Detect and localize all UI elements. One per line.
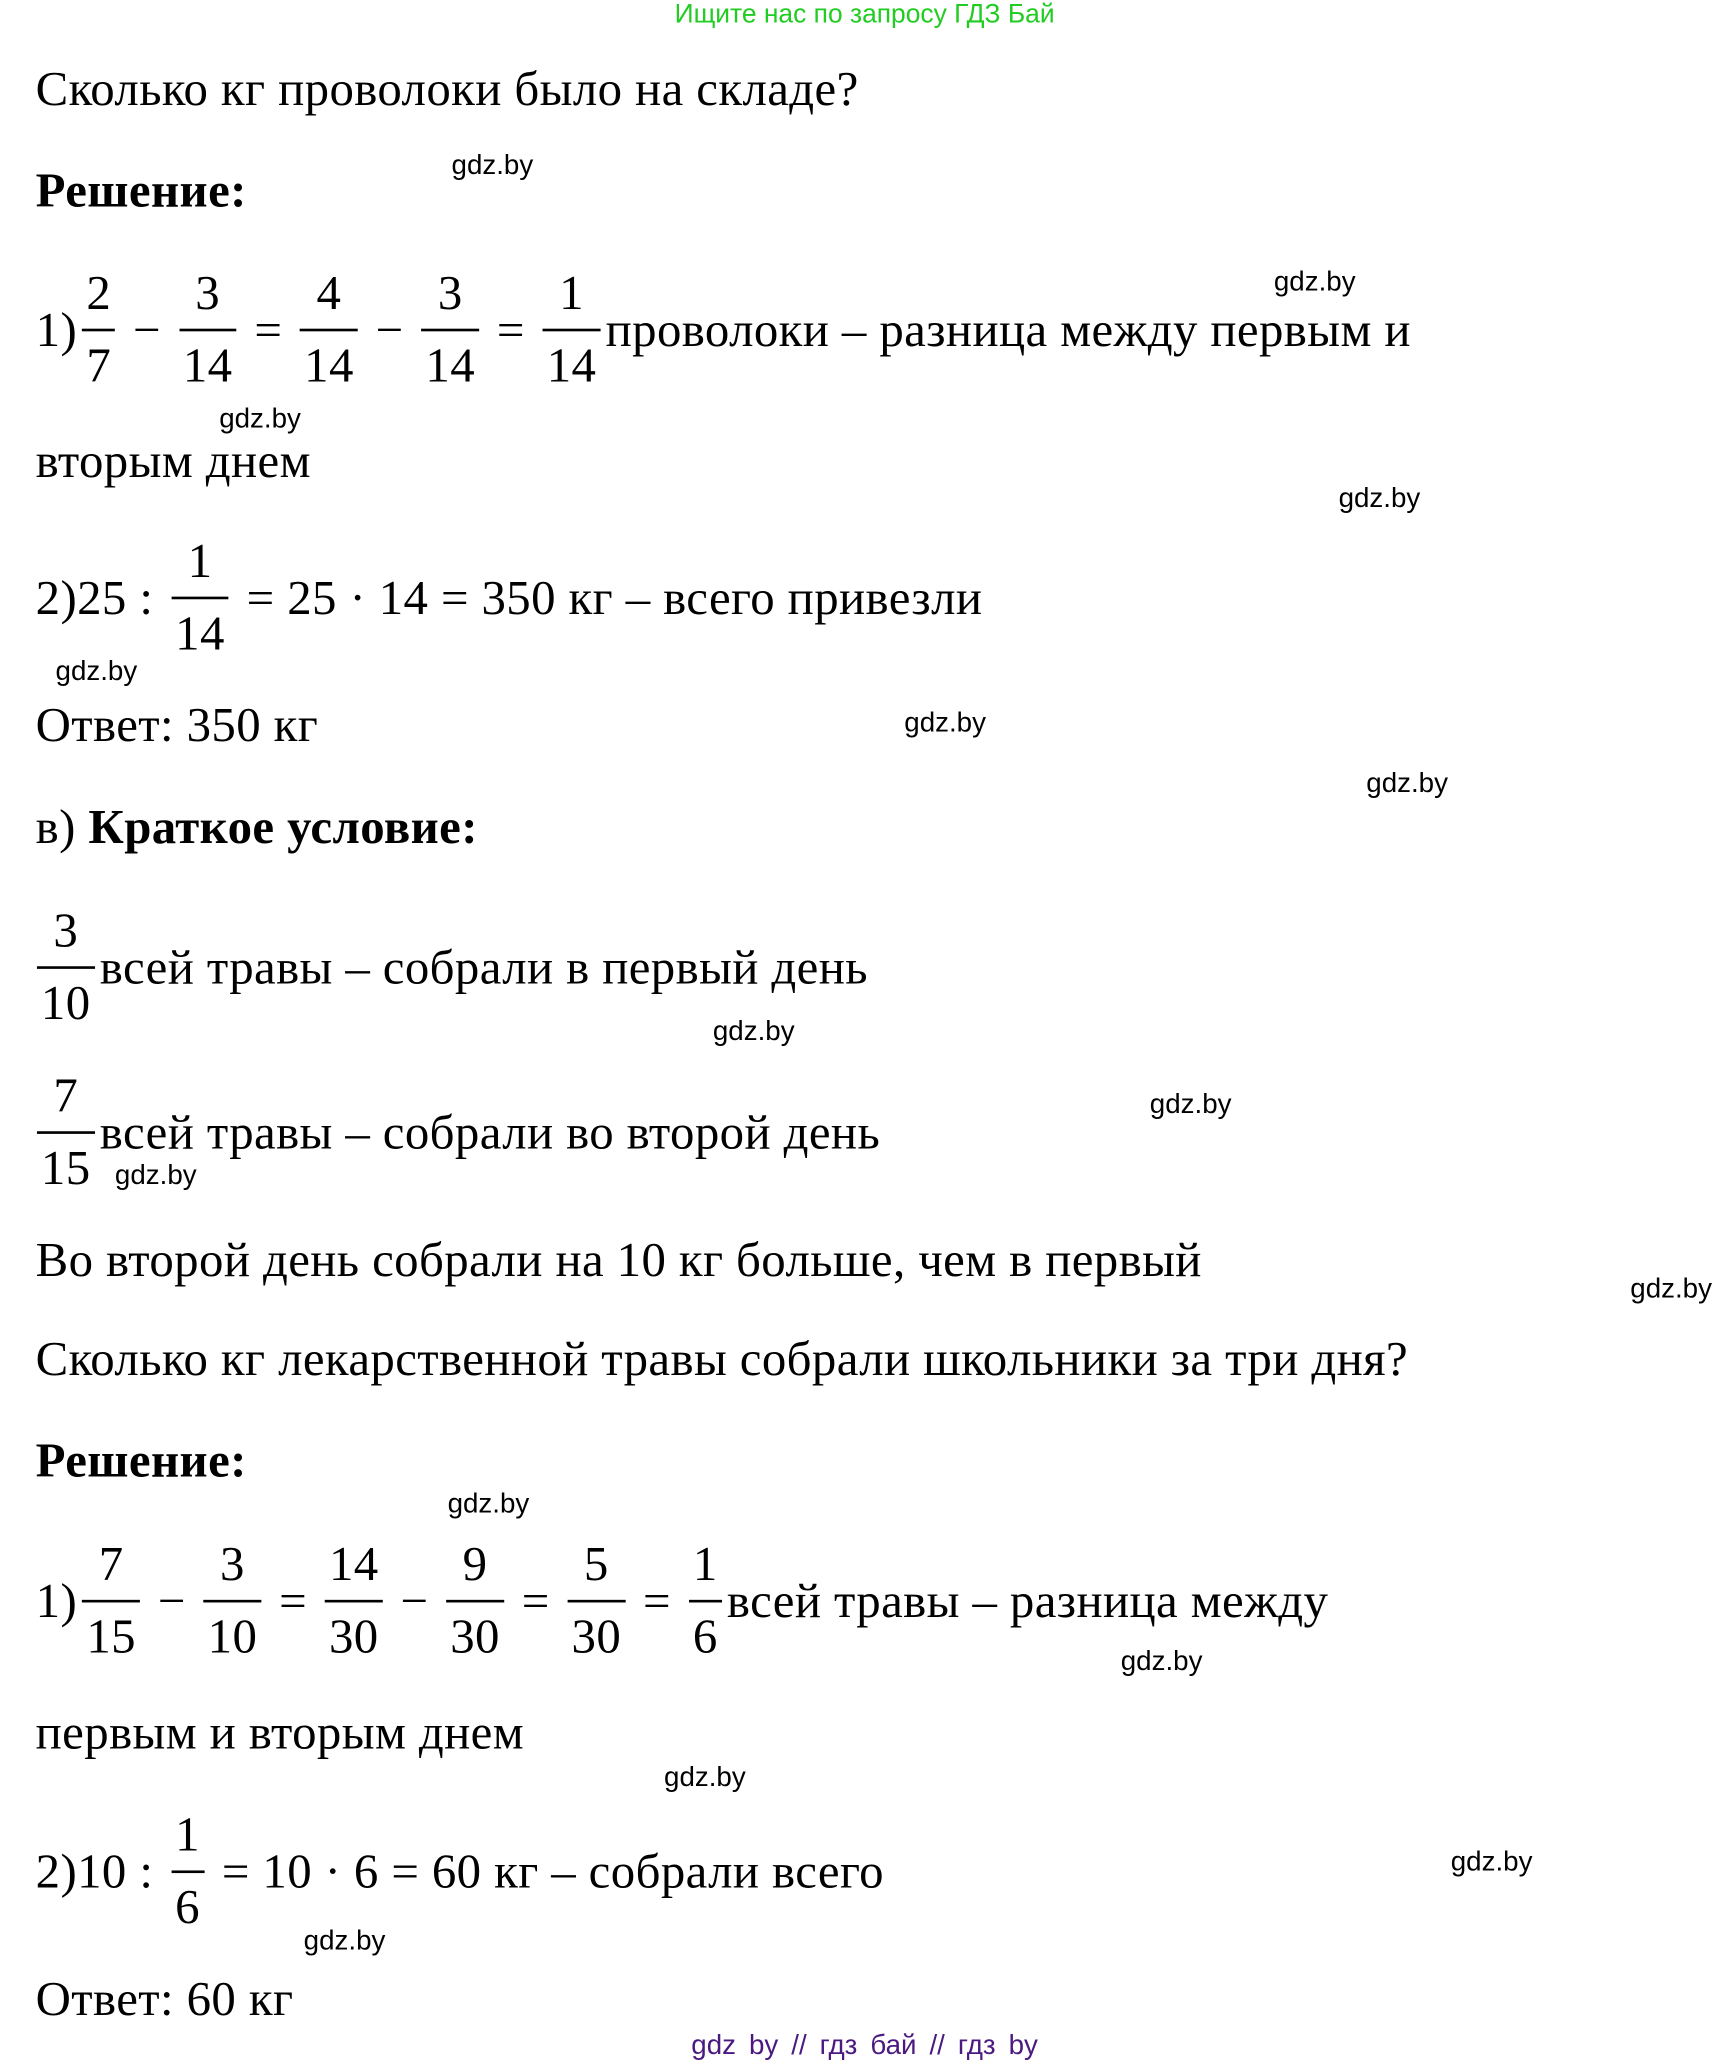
fraction	[568, 1537, 626, 1665]
text: вторым днем	[35, 434, 311, 490]
solution-heading	[36, 163, 247, 220]
denominator: 14	[421, 329, 479, 391]
watermark: gdz.by	[219, 403, 301, 435]
fraction	[82, 266, 115, 394]
answer-line	[36, 698, 319, 755]
numerator: 1	[187, 534, 213, 589]
text: Ответ: 350 кг	[35, 698, 319, 754]
denominator: 14	[171, 597, 229, 659]
text: 2)25 :	[35, 570, 166, 626]
text: в)	[35, 800, 89, 855]
question-line-2	[36, 1331, 1408, 1388]
numerator: 1	[559, 266, 584, 321]
watermark: gdz.by	[712, 1016, 795, 1047]
step-1-continuation-2	[36, 1705, 524, 1762]
watermark: gdz.by	[114, 1160, 197, 1191]
text: = 10 · 6 = 60 кг – собрали всего	[209, 1844, 884, 1899]
denominator: 10	[37, 966, 95, 1028]
watermark: gdz.by	[303, 1925, 386, 1957]
denominator: 6	[689, 1600, 722, 1662]
fraction	[421, 266, 479, 394]
search-hint-banner: Ищите нас по запросу ГДЗ Бай	[674, 0, 1055, 30]
text: =	[241, 302, 295, 358]
watermark: gdz.by	[1338, 483, 1421, 514]
fraction	[179, 266, 237, 394]
denominator: 14	[179, 329, 237, 391]
text: =	[509, 1574, 563, 1629]
numerator: 2	[86, 266, 112, 321]
denominator: 14	[300, 329, 358, 391]
fraction	[204, 1537, 262, 1665]
fraction	[37, 1069, 95, 1196]
bold-text: Решение:	[35, 164, 247, 219]
numerator: 1	[692, 1537, 718, 1592]
numerator: 3	[220, 1537, 245, 1592]
watermark: gdz.by	[55, 656, 138, 687]
fraction	[325, 1537, 383, 1665]
text: =	[484, 302, 538, 358]
watermark: gdz.by	[664, 1762, 746, 1793]
short-condition-heading	[36, 799, 478, 856]
text: 1)	[35, 1574, 78, 1629]
text: Во второй день собрали на 10 кг больше, чем в первый	[35, 1233, 1202, 1288]
text: −	[120, 302, 174, 358]
text: = 25 · 14 = 350 кг – всего привезли	[234, 570, 983, 626]
fraction	[171, 1808, 204, 1936]
question-line	[36, 61, 859, 118]
numerator: 9	[462, 1537, 488, 1592]
numerator: 4	[316, 266, 342, 321]
numerator: 3	[195, 266, 221, 321]
text: всей травы – разница между	[726, 1574, 1329, 1629]
text: Сколько кг проволоки было на складе?	[35, 62, 859, 117]
numerator: 3	[437, 266, 463, 321]
step-1-continuation	[36, 434, 311, 491]
numerator: 1	[175, 1808, 201, 1863]
watermark: gdz.by	[1273, 266, 1356, 297]
fraction	[300, 266, 358, 394]
denominator: 30	[325, 1600, 383, 1662]
text: −	[363, 302, 417, 358]
denominator: 30	[568, 1600, 626, 1662]
bold-text: Краткое условие:	[88, 800, 478, 855]
text: всей травы – собрали во второй день	[99, 1105, 881, 1160]
numerator: 5	[583, 1537, 609, 1592]
text: =	[630, 1574, 684, 1629]
step-2-equation	[35, 534, 983, 662]
condition-day-1	[32, 904, 868, 1031]
watermark: gdz.by	[904, 707, 986, 738]
denominator: 10	[204, 1600, 262, 1662]
denominator: 7	[82, 329, 115, 391]
text: 2)10 :	[35, 1844, 166, 1899]
fraction	[446, 1537, 504, 1665]
watermark: gdz.by	[451, 150, 534, 181]
watermark: gdz.by	[1630, 1273, 1712, 1305]
watermark: gdz.by	[1366, 768, 1448, 799]
fraction	[82, 1537, 140, 1665]
text: всей травы – собрали в первый день	[99, 940, 868, 995]
solution-heading-2	[36, 1433, 247, 1490]
text: первым и вторым днем	[35, 1706, 525, 1761]
fraction	[689, 1537, 722, 1665]
step-1-equation	[35, 266, 1411, 394]
bold-text: Решение:	[35, 1434, 247, 1489]
footer-links: gdz by // гдз бай // гдз by	[691, 2030, 1038, 2061]
numerator: 14	[328, 1537, 379, 1592]
fraction	[37, 904, 95, 1031]
denominator: 30	[446, 1600, 504, 1662]
fraction	[171, 534, 229, 662]
denominator: 15	[37, 1131, 95, 1193]
text: Ответ: 60 кг	[35, 1972, 294, 2027]
watermark: gdz.by	[1120, 1646, 1203, 1677]
text: проволоки – разница между первым и	[605, 302, 1411, 358]
text: =	[266, 1574, 320, 1629]
text: −	[145, 1574, 199, 1629]
denominator: 14	[543, 329, 601, 391]
step-2-equation-2	[35, 1808, 884, 1936]
text: Сколько кг лекарственной травы собрали школьники за три дня?	[35, 1332, 1409, 1387]
numerator: 7	[98, 1537, 124, 1592]
watermark: gdz.by	[1149, 1089, 1232, 1120]
answer-line-2	[36, 1971, 294, 2028]
numerator: 3	[53, 904, 79, 959]
denominator: 6	[171, 1870, 204, 1932]
watermark: gdz.by	[447, 1488, 530, 1520]
watermark: gdz.by	[1450, 1846, 1533, 1878]
numerator: 7	[53, 1069, 79, 1124]
text: −	[387, 1574, 442, 1629]
condition-difference	[36, 1232, 1202, 1289]
denominator: 15	[82, 1600, 140, 1662]
text: 1)	[35, 302, 78, 358]
fraction	[543, 266, 601, 394]
